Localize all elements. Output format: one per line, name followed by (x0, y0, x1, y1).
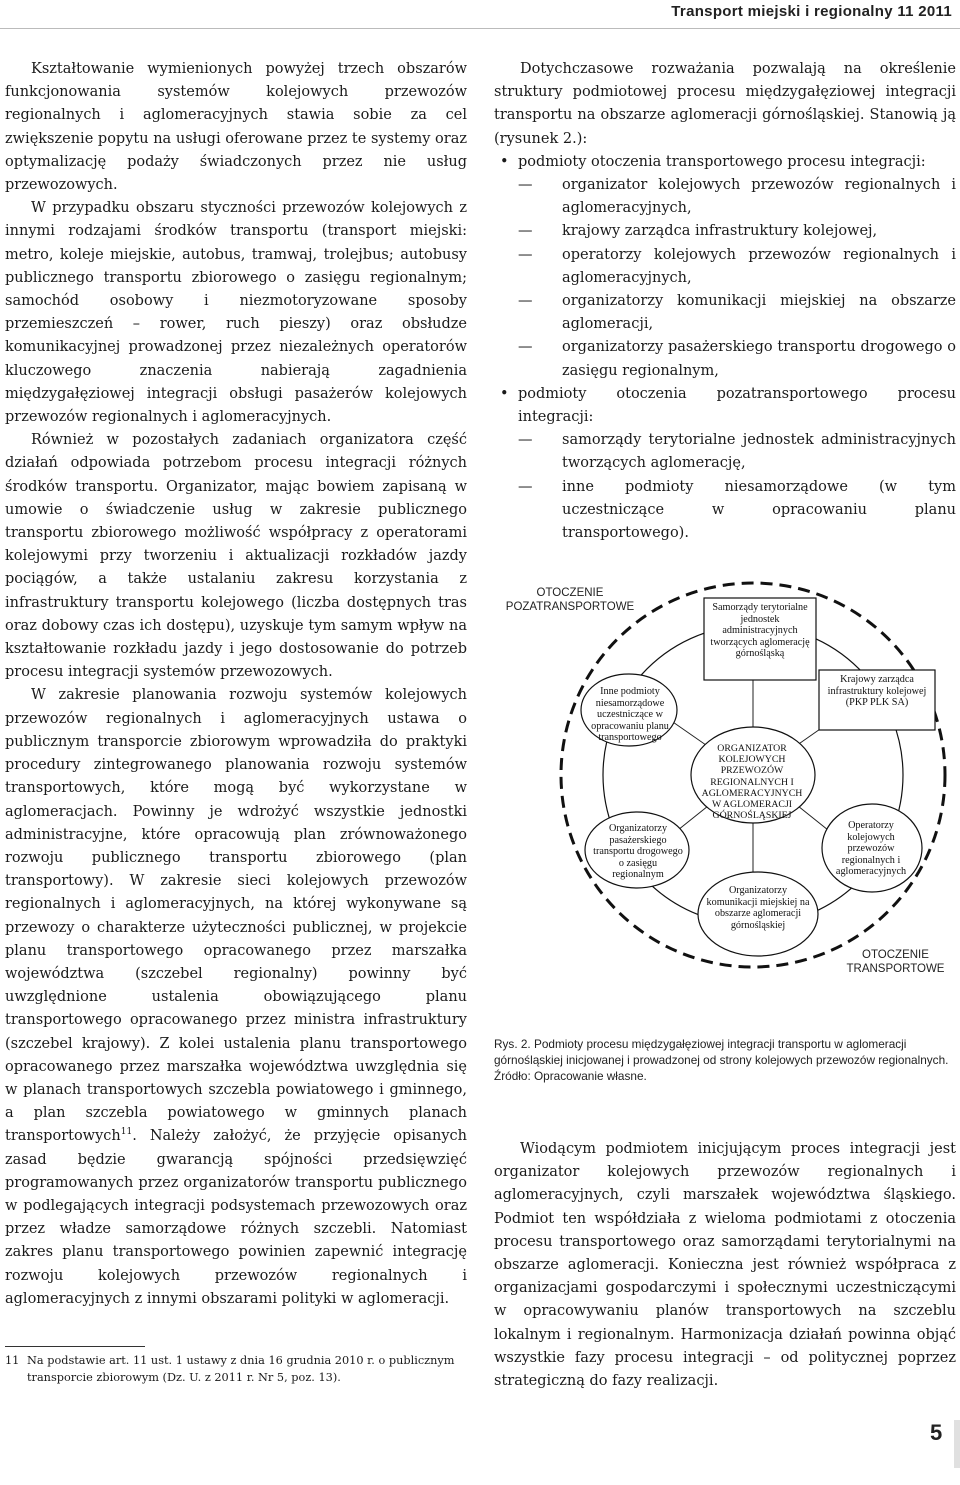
node-local-governments: Samorządy terytorialne jednostek administracyjnych tworzących aglomerację górnośląską (710, 602, 810, 660)
paragraph-1: Kształtowanie wymienionych powyżej trzech obszarów funkcjonowania systemów kolejowych przewozów regionalnych i aglomeracyjnych stawia sobie za cel zwiększenie popytu na usługi oferowane przez te systemy oraz optymalizację podaży świadczonych przez nie usług przewozowych. (5, 61, 467, 194)
list-item-non-transport (494, 383, 956, 545)
outer-environment-label: OTOCZENIE POZATRANSPORTOWE (505, 587, 635, 613)
caption-text: Rys. 2. Podmioty procesu międzygałęziowej integracji transportu w aglomeracji górnośląskiej inicjowanej i prowadzonej od strony kolejowych przewozów regionalnych. (494, 1037, 949, 1067)
right-column-lower (494, 1138, 956, 1393)
list-item: — organizator kolejowych przewozów regionalnych i aglomeracyjnych, (518, 174, 956, 220)
paragraph-3: Również w pozostałych zadaniach organizatora część działań odpowiada potrzebom procesu integracji różnych środków transportu. Organizator, mając bowiem zapisaną w umowie o świadczenie usług w zakresie publicznego transportu zbiorowego możliwość współpracy z operatorami kolejowymi przy tworzeniu i aktualizacji rozkładów jazdy pociągów, a także ustalaniu zakresu korzystania z infrastruktury transportu kolejowego (liczba dostępnych tras oraz dobowy czas ich dostępu), uzyskuje tym samym wpływ na kształtowanie rozkładu jazdy i jego dostosowanie do potrzeb procesu integracji systemów przewozowych. (5, 432, 467, 681)
list-item: — organizatorzy komunikacji miejskiej na obszarze aglomeracji, (518, 290, 956, 336)
footnote (5, 1352, 465, 1386)
footnote-rule (5, 1346, 145, 1347)
inner-environment-label: OTOCZENIE TRANSPORTOWE (846, 949, 945, 975)
running-header (0, 0, 960, 29)
node-road-transport-organizers: Organizatorzy pasażerskiego transportu drogowego o zasięgu regionalnym (593, 823, 683, 881)
list-item: — organizatorzy pasażerskiego transportu drogowego o zasięgu regionalnym, (518, 336, 956, 382)
left-column (5, 58, 467, 1311)
intro-paragraph: Dotychczasowe rozważania pozwalają na określenie struktury podmiotowej procesu międzygałęziowej integracji transportu na obszarze aglomeracji górnośląskiej. Stanowią ją (rysunek 2.): (494, 61, 956, 147)
footnote-number: 11 (5, 1354, 20, 1367)
figure-2-diagram (488, 580, 958, 1020)
paragraph-2: W przypadku obszaru styczności przewozów kolejowych z innymi rodzajami środków transportu (transport miejski: metro, koleje miejskie, autobus, tramwaj, trolejbus; autobusy publicznego transportu zbiorowego o zasięgu regionalnym; samochód osobowy i niezmotoryzowane sposoby przemieszczeń – rower, ruch pieszy) oraz obsłudze komunikacyjnej prowadzonej przez niezależnych operatorów kluczowego znaczenia nabierają zagadnienia międzygałęziowej integracji obsługi pasażerów kolejowych przewozów regionalnych i aglomeracyjnych. (5, 200, 467, 426)
node-urban-transport-organizers: Organizatorzy komunikacji miejskiej na obszarze aglomeracji górnośląskiej (706, 885, 810, 931)
list-item: — samorządy terytorialne jednostek administracyjnych tworzących aglomerację, (518, 429, 956, 475)
figure-caption (494, 1036, 956, 1084)
paragraph-4 (5, 684, 467, 1310)
node-other-entities: Inne podmioty niesamorządowe uczestniczące w opracowaniu planu transportowego (591, 686, 669, 744)
journal-title: Transport miejski i regionalny 11 2011 (671, 3, 952, 20)
paragraph-conclusion: Wiodącym podmiotem inicjującym proces integracji jest organizator kolejowych przewozów regionalnych i aglomeracyjnych, czyli marszałek województwa śląskiego. Podmiot ten współdziała z wieloma podmiotami z otoczenia procesu transportowego oraz samorządami terytorialnymi na obszarze aglomeracji. Konieczna jest również współpraca z organizacjami gospodarczymi i społecznymi uczestniczącymi w opracowywaniu planów transportowych na szczeblu lokalnym i regionalnym. Harmonizacja działań powinna objąć wszystkie fazy procesu integracji – od politycznej poprzez strategiczną do fazy realizacji. (494, 1141, 956, 1390)
paragraph-4-part-1: W zakresie planowania rozwoju systemów kolejowych przewozów regionalnych i aglomeracyjnych ustawa o publicznym transporcie zbiorowym wprowadziła do praktyki procedury zintegrowanego planowania rozwoju systemów transportowych, które mogą być wykorzystane w aglomeracjach. Powinny je wdrożyć wszystkie jednostki administracyjne, które opracowują plan zrównoważonego rozwoju publicznego transportu zbiorowego (plan transportowy). W zakresie sieci kolejowych przewozów regionalnych i aglomeracyjnych, na której wykonywane są przewozy o charakterze użyteczności publicznej, w projekcie planu transportowego opracowanego przez marszałka województwa (szczebel regionalny) powinny być uwzględnione ustalenia obowiązującego planu transportowego opracowanego przez ministra infrastruktury (szczebel krajowy). Z kolei ustalenia planu transportowego opracowanego przez marszałka województwa uwzględnia się w planach transportowych szczebla powiatowego i gminnego, a plan szczebla powiatowego w gminnych planach transportowych (5, 687, 467, 1145)
transport-sublist (518, 174, 956, 383)
right-column (494, 58, 956, 545)
node-infrastructure-manager: Krajowy zarządca infrastruktury kolejowej (PKP PLK SA) (827, 674, 927, 709)
bullet-transport-label: podmioty otoczenia transportowego procesu integracji: (518, 153, 926, 170)
page-number: 5 (930, 1420, 943, 1445)
paragraph-4-part-2: . Należy założyć, że przyjęcie opisanych zasad będzie gwarancją spójności przedsięwzięć programowanych przez organizatorów transportu publicznego w podlegających integracji podsystemach przewozowych oraz przez władze samorządowe różnych szczebli. Natomiast zakres planu transportowego powinien zapewnić integrację rozwoju kolejowych przewozów regionalnych i aglomeracyjnych z innymi obszarami polityki w aglomeracji. (5, 1128, 467, 1307)
list-item: — operatorzy kolejowych przewozów regionalnych i aglomeracyjnych, (518, 244, 956, 290)
footnote-text: Na podstawie art. 11 ust. 1 ustawy z dnia 16 grudnia 2010 r. o publicznym transporcie zbiorowym (Dz. U. z 2011 r. Nr 5, poz. 13). (27, 1354, 455, 1384)
entity-list (494, 151, 956, 545)
bullet-non-transport-label: podmioty otoczenia pozatransportowego procesu integracji: (518, 385, 956, 426)
list-item: — krajowy zarządca infrastruktury kolejowej, (518, 220, 956, 243)
node-rail-operators: Operatorzy kolejowych przewozów regionalnych i aglomeracyjnych (835, 820, 907, 878)
non-transport-sublist (518, 429, 956, 545)
page-edge-bar (954, 1420, 960, 1468)
node-organizer: ORGANIZATOR KOLEJOWYCH PRZEWOZÓW REGIONALNYCH I AGLOMERACYJNYCH W AGLOMERACJI GÓRNOŚLĄSKIEJ (701, 743, 803, 822)
list-item-transport (494, 151, 956, 383)
list-item: — inne podmioty niesamorządowe (w tym uczestniczące w opracowaniu planu transportowego). (518, 476, 956, 546)
footnote-ref-11[interactable]: 11 (120, 1127, 133, 1138)
caption-source: Źródło: Opracowanie własne. (494, 1069, 647, 1083)
